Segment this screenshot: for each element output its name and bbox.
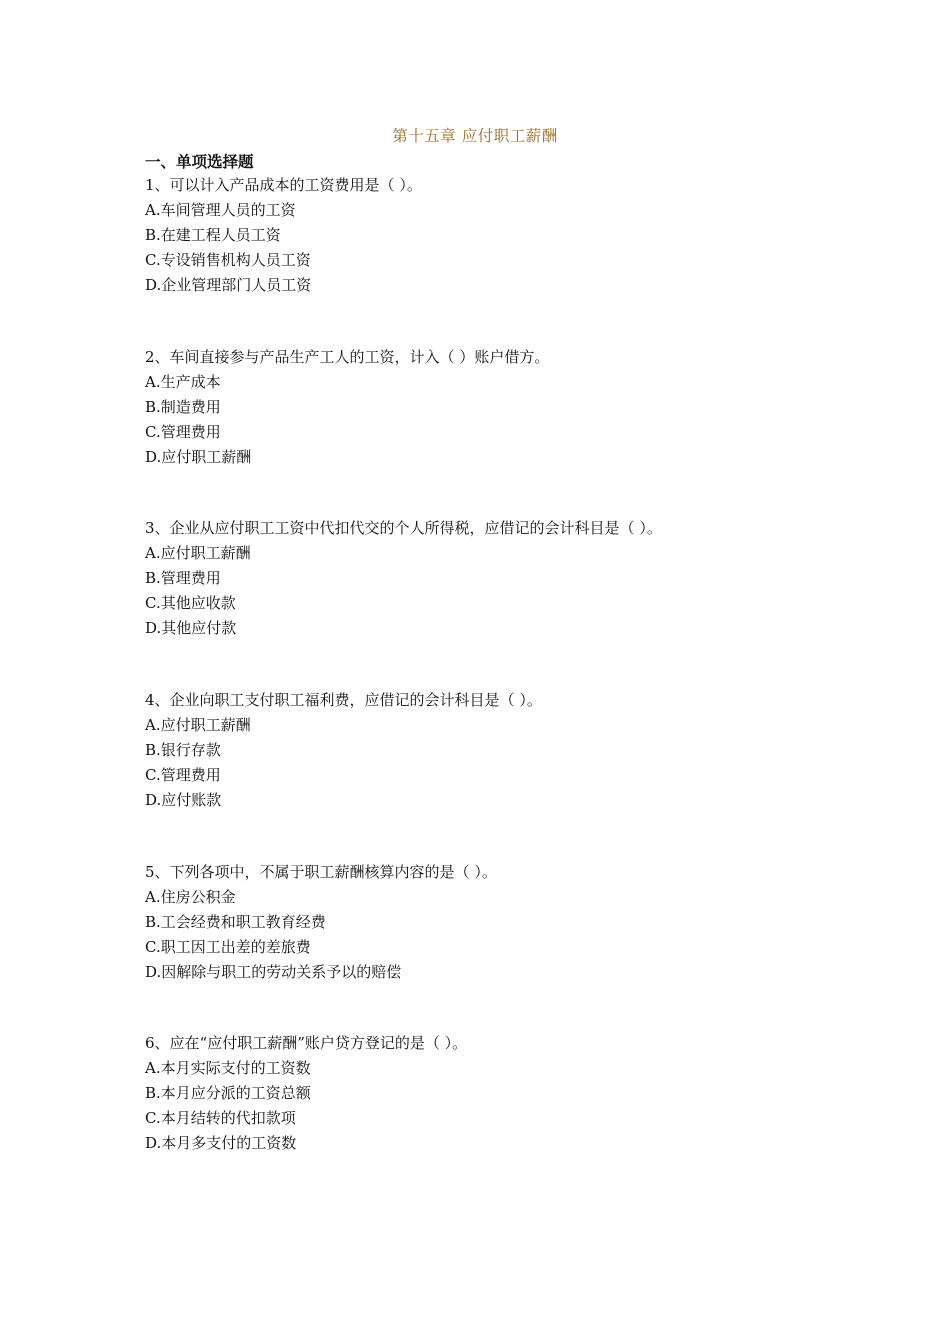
question-2 xyxy=(145,345,549,470)
question-4 xyxy=(145,688,542,813)
option-d: D.本月多支付的工资数 xyxy=(145,1134,297,1152)
option-a: A.生产成本 xyxy=(145,373,221,391)
question-5 xyxy=(145,860,497,985)
question-stem: 4、企业向职工支付职工福利费，应借记的会计科目是（ ）。 xyxy=(145,691,542,709)
option-b: B.工会经费和职工教育经费 xyxy=(145,913,326,931)
question-1 xyxy=(145,173,422,298)
option-b: B.本月应分派的工资总额 xyxy=(145,1084,311,1102)
option-a: A.本月实际支付的工资数 xyxy=(145,1059,311,1077)
option-b: B.管理费用 xyxy=(145,569,221,587)
question-stem: 3、企业从应付职工工资中代扣代交的个人所得税，应借记的会计科目是（ ）。 xyxy=(145,519,662,537)
question-stem: 1、可以计入产品成本的工资费用是（ ）。 xyxy=(145,176,422,194)
question-stem: 6、应在“应付职工薪酬”账户贷方登记的是（ ）。 xyxy=(145,1034,468,1052)
option-c: C.专设销售机构人员工资 xyxy=(145,251,311,269)
question-3 xyxy=(145,516,662,641)
option-a: A.车间管理人员的工资 xyxy=(145,201,296,219)
option-d: D.其他应付款 xyxy=(145,619,237,637)
option-c: C.本月结转的代扣款项 xyxy=(145,1109,296,1127)
option-a: A.住房公积金 xyxy=(145,888,236,906)
question-6 xyxy=(145,1031,467,1156)
option-b: B.银行存款 xyxy=(145,741,221,759)
option-a: A.应付职工薪酬 xyxy=(145,544,251,562)
option-d: D.企业管理部门人员工资 xyxy=(145,276,312,294)
page-title: 第十五章 应付职工薪酬 xyxy=(392,127,558,145)
question-stem: 5、下列各项中，不属于职工薪酬核算内容的是（ ）。 xyxy=(145,863,497,881)
option-a: A.应付职工薪酬 xyxy=(145,716,251,734)
option-d: D.因解除与职工的劳动关系予以的赔偿 xyxy=(145,963,402,981)
option-d: D.应付账款 xyxy=(145,791,222,809)
option-d: D.应付职工薪酬 xyxy=(145,448,252,466)
option-c: C.管理费用 xyxy=(145,423,221,441)
option-c: C.职工因工出差的差旅费 xyxy=(145,938,311,956)
section-heading: 一、单项选择题 xyxy=(145,152,254,171)
option-c: C.其他应收款 xyxy=(145,594,236,612)
option-b: B.在建工程人员工资 xyxy=(145,226,281,244)
option-b: B.制造费用 xyxy=(145,398,221,416)
option-c: C.管理费用 xyxy=(145,766,221,784)
question-stem: 2、车间直接参与产品生产工人的工资，计入（ ）账户借方。 xyxy=(145,348,550,366)
